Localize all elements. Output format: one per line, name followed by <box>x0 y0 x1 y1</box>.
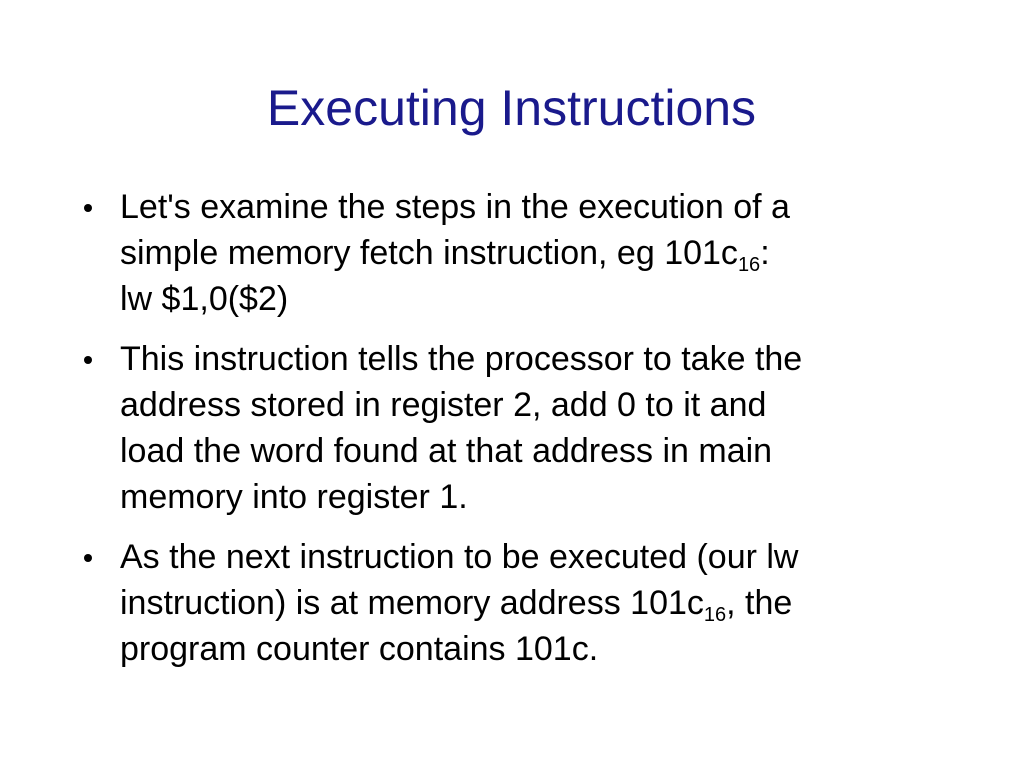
bullet-1-line-2-text: simple memory fetch instruction, eg 101c <box>120 234 738 272</box>
slide-title: Executing Instructions <box>266 80 757 136</box>
bullet-3-subscript: 16 <box>703 604 727 626</box>
bullet-2-line-2: address stored in register 2, add 0 to it and <box>120 386 767 424</box>
bullet-1-line-2-suffix: : <box>760 234 770 272</box>
bullet-list <box>84 184 984 686</box>
bullet-item-3 <box>84 534 984 672</box>
bullet-2-line-1: This instruction tells the processor to take the <box>120 340 803 378</box>
bullet-3-line-2-suffix: , the <box>726 584 793 622</box>
bullet-item-1 <box>84 184 984 322</box>
bullet-2-line-4: memory into register 1. <box>120 478 468 516</box>
bullet-1-line-3: lw $1,0($2) <box>120 280 289 318</box>
bullet-dot-icon <box>84 204 92 212</box>
bullet-3-line-2 <box>120 580 984 626</box>
bullet-3-line-1: As the next instruction to be executed (our lw <box>120 538 799 576</box>
bullet-1-line-1: Let's examine the steps in the execution of a <box>120 188 790 226</box>
bullet-1-line-2 <box>120 230 984 276</box>
bullet-2-line-3: load the word found at that address in main <box>120 432 773 470</box>
bullet-1-subscript: 16 <box>737 254 761 276</box>
bullet-item-2 <box>84 336 984 520</box>
bullet-3-line-3: program counter contains 101c. <box>120 630 599 668</box>
bullet-3-line-2-text: instruction) is at memory address 101c <box>120 584 704 622</box>
bullet-dot-icon <box>84 554 92 562</box>
bullet-dot-icon <box>84 356 92 364</box>
